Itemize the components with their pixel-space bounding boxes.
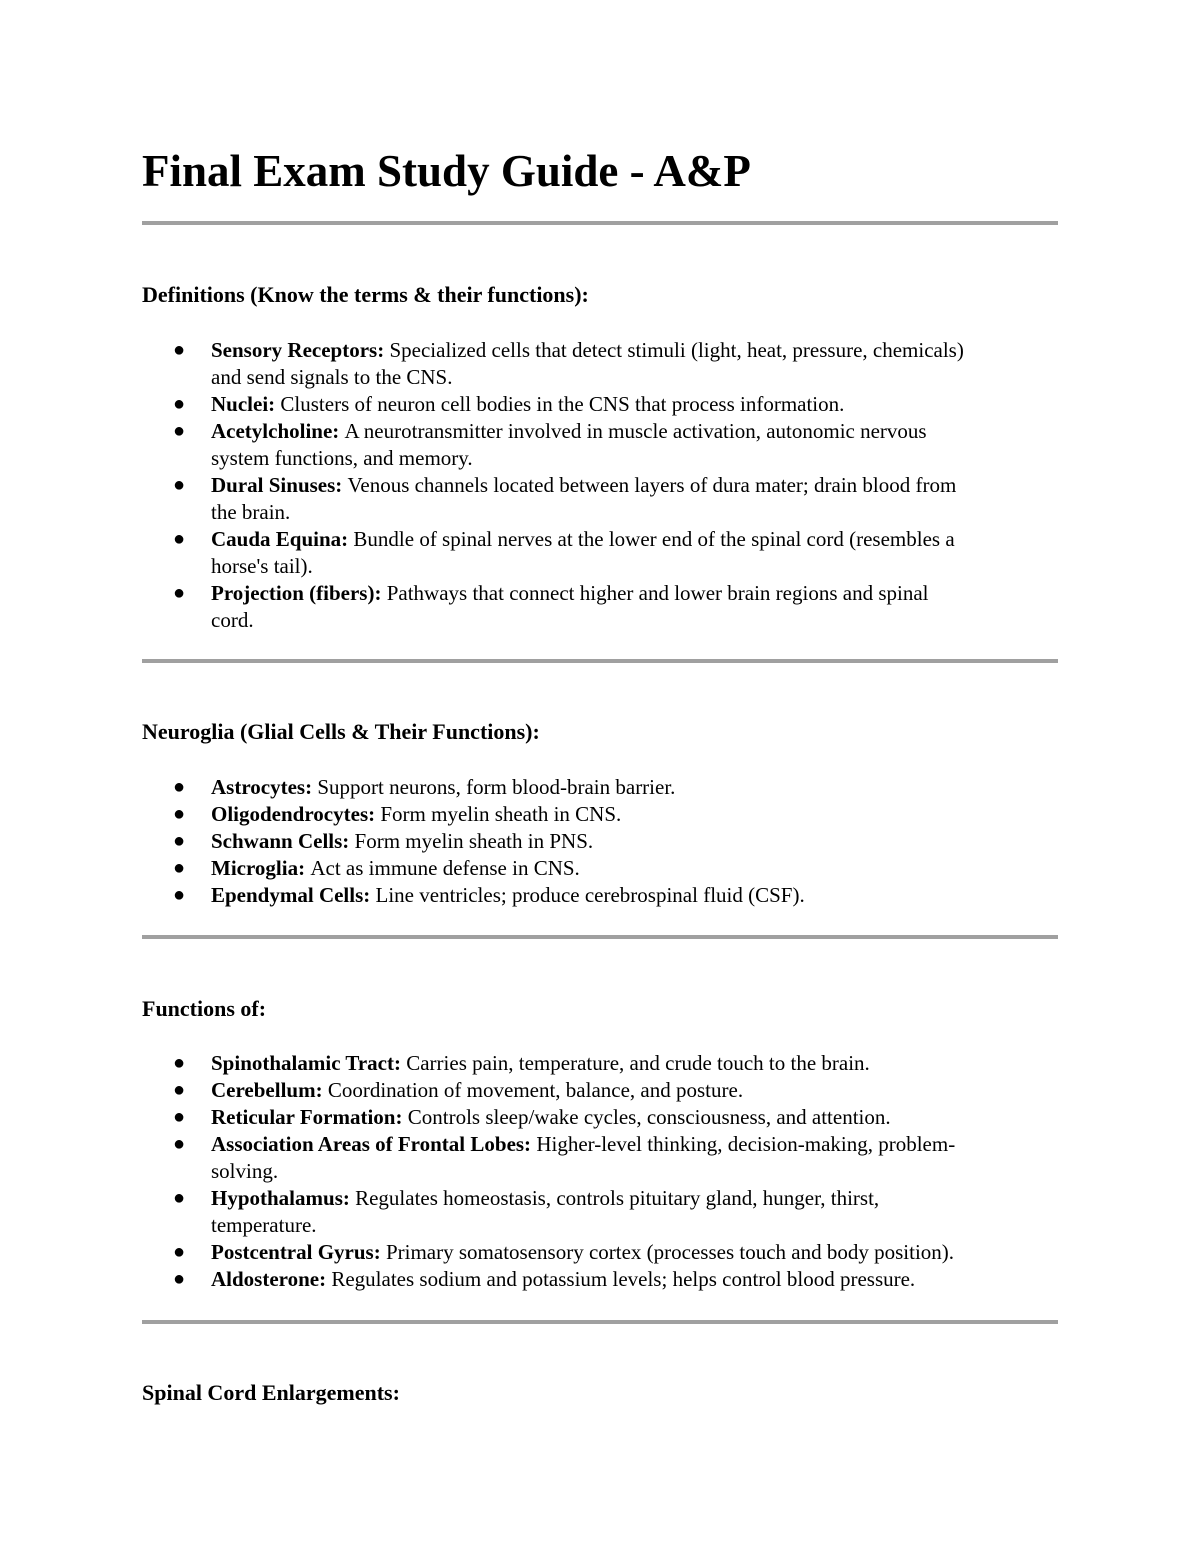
horizontal-rule bbox=[142, 221, 1058, 225]
item-text: Carries pain, temperature, and crude touch to the brain. bbox=[406, 1051, 870, 1075]
bullet-icon: ● bbox=[173, 884, 186, 906]
item-term: Nuclei: bbox=[211, 392, 276, 416]
item-term: Oligodendrocytes: bbox=[211, 802, 376, 826]
list-item bbox=[142, 774, 1058, 801]
item-text: Controls sleep/wake cycles, consciousness, and attention. bbox=[407, 1105, 891, 1129]
bullet-icon: ● bbox=[173, 1187, 186, 1209]
item-term: Aldosterone: bbox=[211, 1267, 327, 1291]
list-item bbox=[142, 580, 1058, 634]
list-item bbox=[142, 418, 1058, 472]
list-item bbox=[142, 1266, 1058, 1293]
list-item bbox=[142, 1077, 1058, 1104]
section-heading-neuroglia: Neuroglia (Glial Cells & Their Functions): bbox=[142, 719, 540, 744]
bullet-icon: ● bbox=[173, 1106, 186, 1128]
item-text-continued: cord. bbox=[211, 608, 254, 632]
item-term: Sensory Receptors: bbox=[211, 338, 385, 362]
bullet-icon: ● bbox=[173, 420, 186, 442]
list-item bbox=[142, 391, 1058, 418]
list-item bbox=[142, 1104, 1058, 1131]
item-text: Line ventricles; produce cerebrospinal fluid (CSF). bbox=[375, 883, 805, 907]
horizontal-rule bbox=[142, 659, 1058, 663]
bullet-icon: ● bbox=[173, 803, 186, 825]
item-term: Astrocytes: bbox=[211, 775, 313, 799]
bullet-icon: ● bbox=[173, 339, 186, 361]
bullet-icon: ● bbox=[173, 1079, 186, 1101]
list-item bbox=[142, 337, 1058, 391]
bullet-icon: ● bbox=[173, 474, 186, 496]
bullet-icon: ● bbox=[173, 857, 186, 879]
item-text-continued: horse's tail). bbox=[211, 554, 313, 578]
item-text: Form myelin sheath in CNS. bbox=[380, 802, 622, 826]
bullet-icon: ● bbox=[173, 1241, 186, 1263]
item-text-continued: and send signals to the CNS. bbox=[211, 365, 453, 389]
list-item bbox=[142, 801, 1058, 828]
item-text: Support neurons, form blood-brain barrier. bbox=[317, 775, 676, 799]
item-term: Hypothalamus: bbox=[211, 1186, 350, 1210]
item-term: Reticular Formation: bbox=[211, 1105, 403, 1129]
bullet-icon: ● bbox=[173, 776, 186, 798]
list-item bbox=[142, 1131, 1058, 1185]
item-text: Clusters of neuron cell bodies in the CNS that process information. bbox=[280, 392, 845, 416]
item-term: Microglia: bbox=[211, 856, 306, 880]
item-term: Association Areas of Frontal Lobes: bbox=[211, 1132, 532, 1156]
functions-list bbox=[142, 1050, 1058, 1293]
list-item bbox=[142, 828, 1058, 855]
item-text-continued: solving. bbox=[211, 1159, 279, 1183]
item-term: Postcentral Gyrus: bbox=[211, 1240, 381, 1264]
list-item bbox=[142, 526, 1058, 580]
item-text: Bundle of spinal nerves at the lower end of the spinal cord (resembles a bbox=[353, 527, 955, 551]
bullet-icon: ● bbox=[173, 1133, 186, 1155]
item-text: Form myelin sheath in PNS. bbox=[354, 829, 594, 853]
item-term: Ependymal Cells: bbox=[211, 883, 371, 907]
item-text: Act as immune defense in CNS. bbox=[310, 856, 580, 880]
item-text: Pathways that connect higher and lower brain regions and spinal bbox=[386, 581, 929, 605]
neuroglia-list bbox=[142, 774, 1058, 909]
list-item bbox=[142, 1050, 1058, 1077]
definitions-list bbox=[142, 337, 1058, 634]
item-text: Coordination of movement, balance, and posture. bbox=[327, 1078, 744, 1102]
item-text-continued: system functions, and memory. bbox=[211, 446, 473, 470]
bullet-icon: ● bbox=[173, 393, 186, 415]
bullet-icon: ● bbox=[173, 1052, 186, 1074]
item-text: Regulates homeostasis, controls pituitary gland, hunger, thirst, bbox=[355, 1186, 880, 1210]
item-text: Higher-level thinking, decision-making, problem- bbox=[536, 1132, 956, 1156]
item-term: Projection (fibers): bbox=[211, 581, 382, 605]
list-item bbox=[142, 1185, 1058, 1239]
item-text: Regulates sodium and potassium levels; helps control blood pressure. bbox=[331, 1267, 916, 1291]
bullet-icon: ● bbox=[173, 528, 186, 550]
section-heading-definitions: Definitions (Know the terms & their functions): bbox=[142, 282, 589, 307]
item-text-continued: temperature. bbox=[211, 1213, 317, 1237]
list-item bbox=[142, 472, 1058, 526]
list-item bbox=[142, 1239, 1058, 1266]
item-text: Venous channels located between layers of dura mater; drain blood from bbox=[347, 473, 957, 497]
bullet-icon: ● bbox=[173, 1268, 186, 1290]
section-heading-spinal-cord-enlargements: Spinal Cord Enlargements: bbox=[142, 1380, 400, 1405]
horizontal-rule bbox=[142, 935, 1058, 939]
item-text: Specialized cells that detect stimuli (light, heat, pressure, chemicals) bbox=[389, 338, 964, 362]
item-term: Spinothalamic Tract: bbox=[211, 1051, 401, 1075]
document-title: Final Exam Study Guide - A&P bbox=[142, 146, 751, 196]
section-heading-functions: Functions of: bbox=[142, 996, 267, 1021]
item-text: Primary somatosensory cortex (processes touch and body position). bbox=[385, 1240, 955, 1264]
item-term: Acetylcholine: bbox=[211, 419, 340, 443]
item-term: Cerebellum: bbox=[211, 1078, 323, 1102]
horizontal-rule bbox=[142, 1320, 1058, 1324]
item-term: Dural Sinuses: bbox=[211, 473, 343, 497]
bullet-icon: ● bbox=[173, 582, 186, 604]
item-term: Cauda Equina: bbox=[211, 527, 349, 551]
list-item bbox=[142, 855, 1058, 882]
bullet-icon: ● bbox=[173, 830, 186, 852]
item-text: A neurotransmitter involved in muscle activation, autonomic nervous bbox=[344, 419, 927, 443]
item-text-continued: the brain. bbox=[211, 500, 291, 524]
item-term: Schwann Cells: bbox=[211, 829, 350, 853]
list-item bbox=[142, 882, 1058, 909]
